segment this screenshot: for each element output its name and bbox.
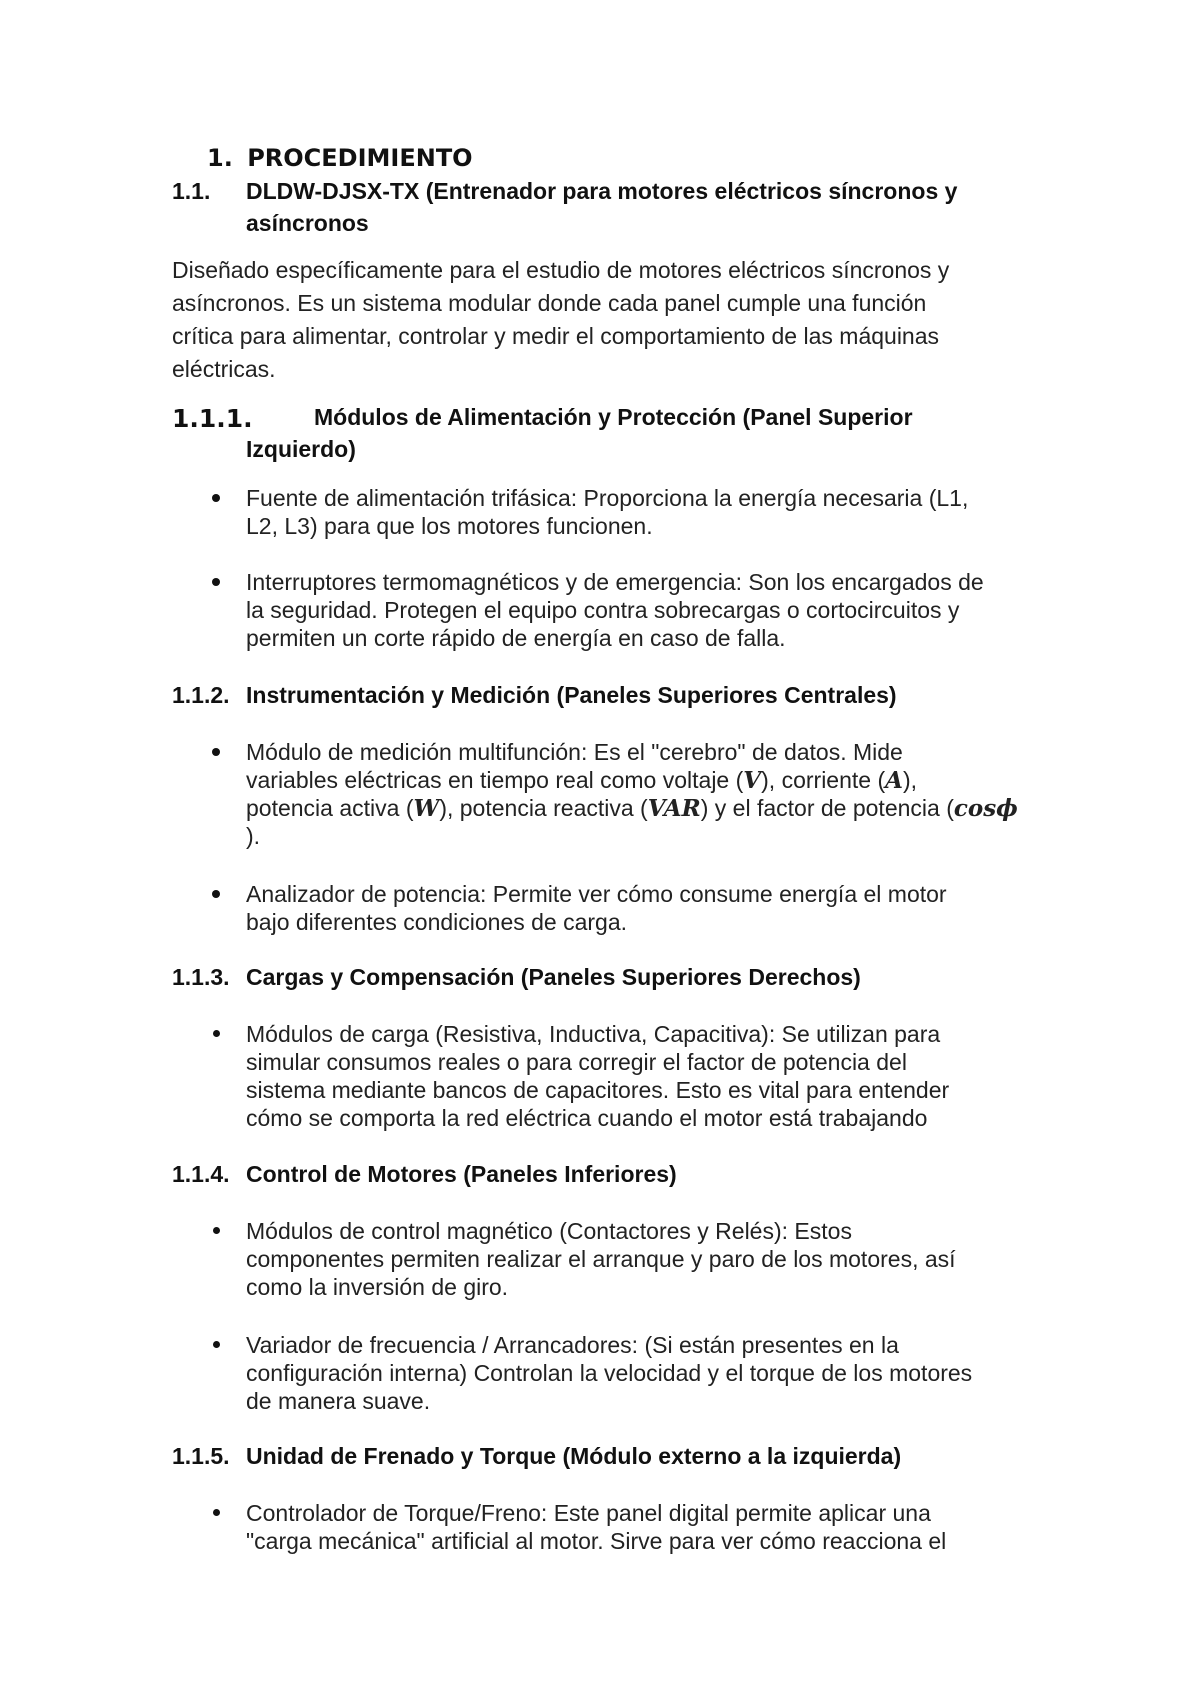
text-run: potencia activa (: [246, 795, 414, 821]
section-5-title: Unidad de Frenado y Torque (Módulo externo a la izquierda): [246, 1443, 902, 1469]
bullet-icon: [213, 1227, 220, 1234]
section-5-number: 1.1.5.: [172, 1443, 230, 1469]
s5-b1-line-1: Controlador de Torque/Freno: Este panel digital permite aplicar una: [246, 1500, 931, 1526]
heading-1-title: PROCEDIMIENTO: [247, 144, 473, 172]
intro-line-1: Diseñado específicamente para el estudio de motores eléctricos síncronos y: [172, 257, 950, 283]
s3-b1-line-1: Módulos de carga (Resistiva, Inductiva, Capacitiva): Se utilizan para: [246, 1021, 941, 1047]
section-1-title-line-2: Izquierdo): [246, 436, 356, 462]
text-run: variables eléctricas en tiempo real como voltaje (: [246, 767, 744, 793]
text-run: ), potencia reactiva (: [439, 795, 648, 821]
heading-2-line-2: asíncronos: [246, 210, 369, 236]
bullet-icon: [213, 1509, 220, 1516]
s1-b1-line-1: Fuente de alimentación trifásica: Proporciona la energía necesaria (L1,: [246, 485, 969, 511]
s1-b2-line-1: Interruptores termomagnéticos y de emergencia: Son los encargados de: [246, 569, 984, 595]
s4-b1-line-3: como la inversión de giro.: [246, 1274, 509, 1300]
s3-b1-line-4: cómo se comporta la red eléctrica cuando el motor está trabajando: [246, 1105, 928, 1131]
heading-2-number: 1.1.: [172, 178, 211, 204]
text-run: ),: [902, 767, 918, 793]
section-3-number: 1.1.3.: [172, 964, 230, 990]
s2-b2-line-2: bajo diferentes condiciones de carga.: [246, 909, 628, 935]
s3-b1-line-3: sistema mediante bancos de capacitores. Esto es vital para entender: [246, 1077, 950, 1103]
s2-b1-line-1: Módulo de medición multifunción: Es el "cerebro" de datos. Mide: [246, 739, 903, 765]
s5-b1-line-2: "carga mecánica" artificial al motor. Sirve para ver cómo reacciona el: [246, 1528, 947, 1554]
s4-b2-line-1: Variador de frecuencia / Arrancadores: (Si están presentes en la: [246, 1332, 899, 1358]
math-reactive-power: VAR: [647, 795, 701, 822]
bullet-icon: [213, 1341, 220, 1348]
intro-line-3: crítica para alimentar, controlar y medir el comportamiento de las máquinas: [172, 323, 940, 349]
s2-b1-line-4: ).: [246, 823, 261, 849]
s1-b2-line-3: permiten un corte rápido de energía en caso de falla.: [246, 625, 786, 651]
s2-b1-line-2: [246, 767, 917, 794]
bullet-icon: [212, 748, 220, 756]
s2-b2-line-1: Analizador de potencia: Permite ver cómo consume energía el motor: [246, 881, 947, 907]
text-run: ), corriente (: [761, 767, 886, 793]
s2-b1-line-3: [246, 795, 1018, 822]
section-2-title: Instrumentación y Medición (Paneles Superiores Centrales): [246, 682, 897, 708]
math-voltage: V: [743, 767, 762, 794]
s4-b2-line-3: de manera suave.: [246, 1388, 431, 1414]
s4-b2-line-2: configuración interna) Controlan la velocidad y el torque de los motores: [246, 1360, 973, 1386]
bullet-icon: [213, 1030, 220, 1037]
math-power-factor: cosϕ: [953, 795, 1018, 822]
s4-b1-line-2: componentes permiten realizar el arranque y paro de los motores, así: [246, 1246, 956, 1272]
bullet-icon: [212, 890, 220, 898]
bullet-icon: [212, 494, 220, 502]
section-4-title: Control de Motores (Paneles Inferiores): [246, 1161, 677, 1187]
text-run: ) y el factor de potencia (: [700, 795, 954, 821]
s3-b1-line-2: simular consumos reales o para corregir el factor de potencia del: [246, 1049, 907, 1075]
section-1-title-line-1: Módulos de Alimentación y Protección (Panel Superior: [314, 404, 913, 430]
s1-b2-line-2: la seguridad. Protegen el equipo contra sobrecargas o cortocircuitos y: [246, 597, 960, 623]
section-3-title: Cargas y Compensación (Paneles Superiores Derechos): [246, 964, 861, 990]
section-4-number: 1.1.4.: [172, 1161, 230, 1187]
math-active-power: W: [413, 795, 440, 822]
s1-b1-line-2: L2, L3) para que los motores funcionen.: [246, 513, 653, 539]
intro-line-2: asíncronos. Es un sistema modular donde cada panel cumple una función: [172, 290, 927, 316]
s4-b1-line-1: Módulos de control magnético (Contactores y Relés): Estos: [246, 1218, 852, 1244]
section-2-number: 1.1.2.: [172, 682, 230, 708]
section-1-number: 1.1.1.: [172, 404, 253, 433]
heading-1: [207, 144, 473, 172]
intro-line-4: eléctricas.: [172, 356, 276, 382]
bullet-icon: [212, 578, 220, 586]
math-current: A: [885, 767, 903, 794]
heading-2-line-1: DLDW-DJSX-TX (Entrenador para motores eléctricos síncronos y: [246, 178, 958, 204]
heading-1-number: 1.: [207, 144, 233, 172]
